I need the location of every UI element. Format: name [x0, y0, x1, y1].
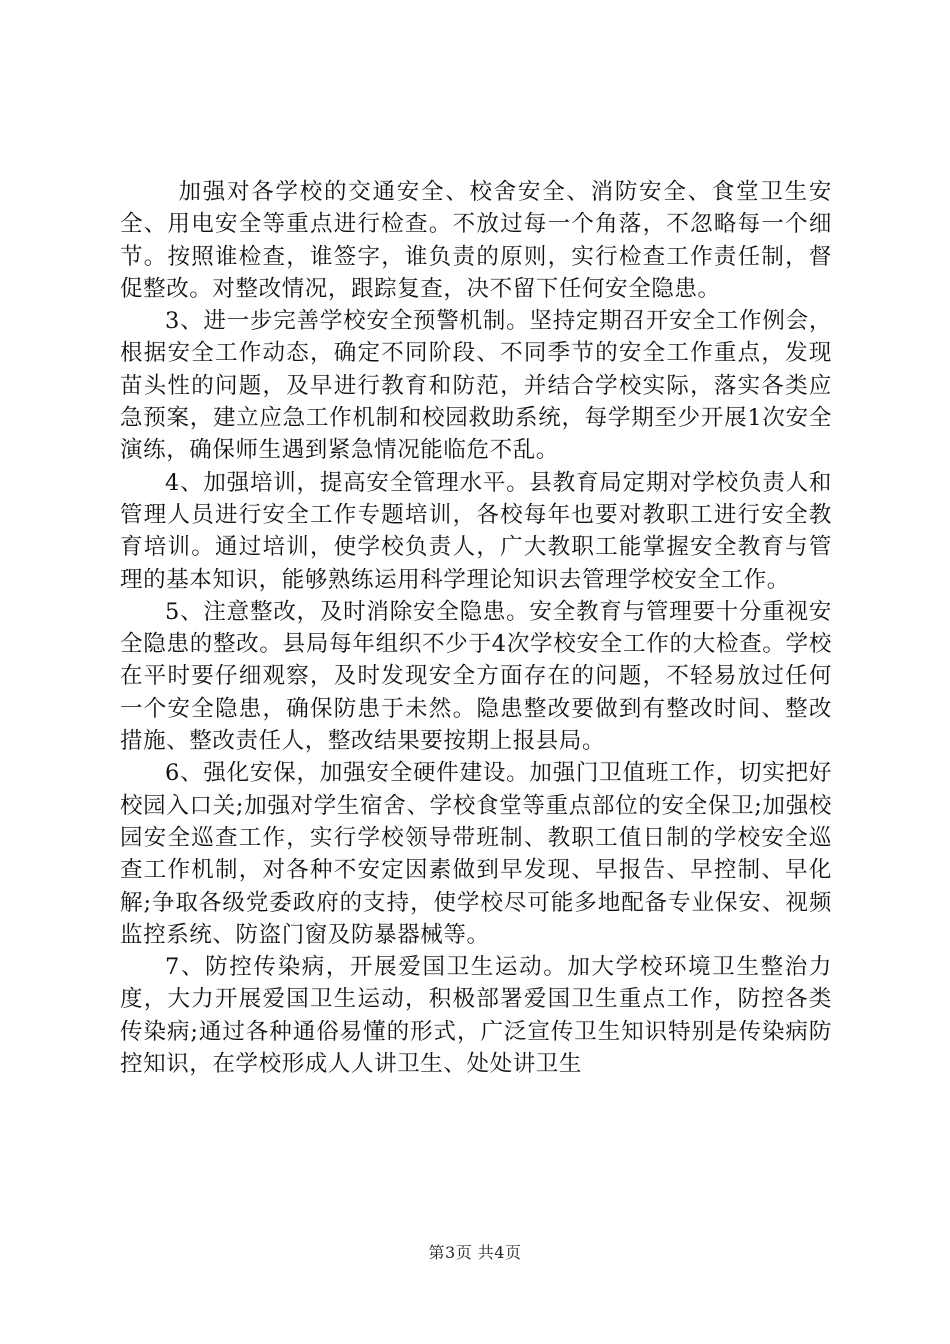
paragraph-item-6: 6、强化安保，加强安全硬件建设。加强门卫值班工作，切实把好校园入口关;加强对学生宿舍、学校食堂等重点部位的安全保卫;加强校园安全巡查工作，实行学校领导带班制、教职工值日制的学校安全巡查工作机制，对各种不安定因素做到早发现、早报告、早控制、早化解;争取各级党委政府的支持，使学校尽可能多地配备专业保安、视频监控系统、防盗门窗及防暴器械等。	[120, 760, 832, 948]
document-body	[120, 176, 832, 1080]
paragraph-item-4: 4、加强培训，提高安全管理水平。县教育局定期对学校负责人和管理人员进行安全工作专题培训，各校每年也要对教职工进行安全教育培训。通过培训，使学校负责人，广大教职工能掌握安全教育与管理的基本知识，能够熟练运用科学理论知识去管理学校安全工作。	[120, 469, 832, 593]
paragraph-item-3: 3、进一步完善学校安全预警机制。坚持定期召开安全工作例会，根据安全工作动态，确定不同阶段、不同季节的安全工作重点，发现苗头性的问题，及早进行教育和防范，并结合学校实际，落实各类应急预案，建立应急工作机制和校园救助系统，每学期至少开展1次安全演练，确保师生遇到紧急情况能临危不乱。	[120, 308, 832, 464]
paragraph-item-7: 7、防控传染病，开展爱国卫生运动。加大学校环境卫生整治力度，大力开展爱国卫生运动，积极部署爱国卫生重点工作，防控各类传染病;通过各种通俗易懂的形式，广泛宣传卫生知识特别是传染病防控知识，在学校形成人人讲卫生、处处讲卫生	[120, 954, 832, 1078]
paragraph-item-5: 5、注意整改，及时消除安全隐患。安全教育与管理要十分重视安全隐患的整改。县局每年组织不少于4次学校安全工作的大检查。学校在平时要仔细观察，及时发现安全方面存在的问题，不轻易放过任何一个安全隐患，确保防患于未然。隐患整改要做到有整改时间、整改措施、整改责任人，整改结果要按期上报县局。	[120, 598, 832, 755]
paragraph-inspection: 加强对各学校的交通安全、校舍安全、消防安全、食堂卫生安全、用电安全等重点进行检查。不放过每一个角落，不忽略每一个细节。按照谁检查，谁签字，谁负责的原则，实行检查工作责任制，督促整改。对整改情况，跟踪复查，决不留下任何安全隐患。	[120, 179, 832, 302]
page-footer: 第3页 共4页	[428, 1243, 522, 1262]
